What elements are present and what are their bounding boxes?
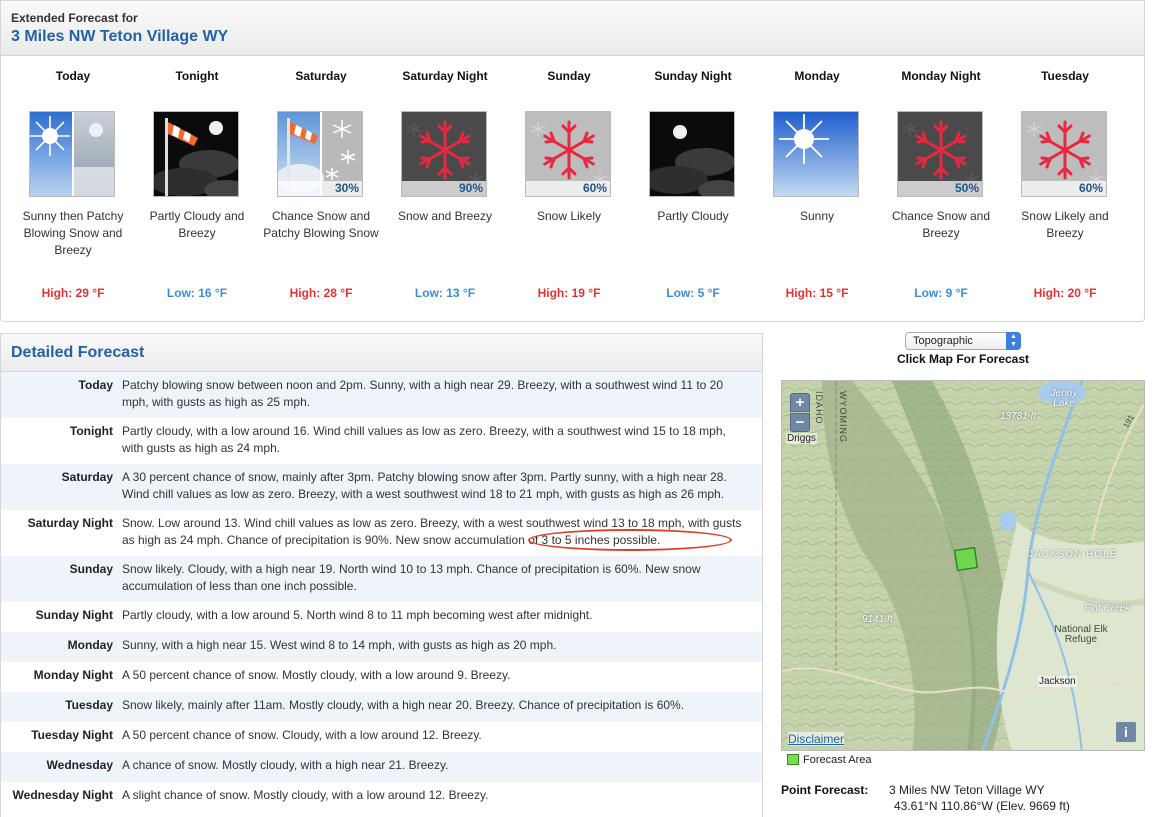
forecast-period-today[interactable] [11,56,135,322]
detail-row [1,692,762,722]
period-name: Today [55,69,91,83]
period-description: Snow Likely and Breezy [1021,209,1109,240]
period-temperature: Low: 13 °F [414,286,476,300]
detail-row [1,782,762,812]
detail-row-label: Today [78,378,113,392]
map-label-driggs: Driggs [787,433,816,444]
period-name: Saturday [295,69,347,83]
forecast-period-saturday[interactable] [259,56,383,322]
period-temperature: High: 19 °F [537,286,601,300]
zoom-out-button[interactable]: − [790,413,810,432]
period-temperature: High: 29 °F [41,286,105,300]
map-label-peak-9141: 9141 ft [862,614,893,625]
detail-row-text: Sunny, with a high near 15. West wind 8 to 14 mph, with gusts as high as 20 mph. [122,638,557,652]
period-temperature: High: 28 °F [289,286,353,300]
sunny-blowing-snow-icon [29,111,115,197]
detail-row-text: Patchy blowing snow between noon and 2pm. Sunny, with a high near 29. Breezy, with a southwest wind 11 to 20 mph, with gusts as high as 25 mph. [122,378,724,409]
period-name: Sunday [547,69,591,83]
detail-row-label: Sunday Night [35,608,113,622]
highlight-annotation [528,529,732,551]
period-name: Monday [794,69,840,83]
period-description: Snow Likely [536,209,602,223]
forecast-period-monday-night[interactable] [879,56,1003,322]
period-name: Monday Night [901,69,981,83]
windsock-snow-icon [277,111,363,197]
detail-row-text: Snow likely. Cloudy, with a high near 19. North wind 10 to 13 mph. Chance of precipitation is 60%. New snow accumulation of less than one inch possible. [122,562,701,593]
click-map-hint: Click Map For Forecast [896,352,1030,366]
period-temperature: Low: 9 °F [914,286,968,300]
detail-row-text: Partly cloudy, with a low around 16. Wind chill values as low as zero. Breezy, with a southwest wind 15 to 18 mph, with gusts as high as 24 mph. [122,424,726,455]
period-name: Sunday Night [654,69,732,83]
detail-row-label: Tonight [69,424,113,438]
period-description: Chance Snow and Breezy [891,209,991,240]
snowflake-icon [401,111,487,197]
period-temperature: High: 15 °F [785,286,849,300]
detail-row [1,556,762,602]
forecast-periods [11,56,1135,322]
snowflake-icon [897,111,983,197]
map-label-peak-13781: 13781 ft [1000,411,1037,422]
period-description: Snow and Breezy [397,209,493,223]
detail-row [1,722,762,752]
info-icon[interactable]: i [1116,722,1136,742]
map-type-value: Topographic [913,335,973,347]
detail-row-label: Saturday Night [27,516,113,530]
topographic-map-graphic [782,381,1145,751]
extended-forecast-header [1,1,1144,56]
forecast-map[interactable] [781,380,1145,751]
map-legend [787,754,871,766]
forecast-period-saturday-night[interactable] [383,56,507,322]
snowflake-icon [1021,111,1107,197]
detail-row [1,752,762,782]
detail-row [1,602,762,632]
zoom-in-button[interactable]: + [790,393,810,412]
forecast-period-tuesday[interactable] [1003,56,1127,322]
period-description: Chance Snow and Patchy Blowing Snow [263,209,379,240]
detail-row-text: A chance of snow. Mostly cloudy, with a high near 21. Breezy. [122,758,449,772]
map-disclaimer-link[interactable]: Disclaimer [788,732,845,746]
period-name: Saturday Night [402,69,488,83]
detail-row-label: Wednesday Night [12,788,113,802]
sun-icon [773,111,859,197]
detail-row-text: A 30 percent chance of snow, mainly after 3pm. Patchy blowing snow after 3pm. Partly sunny, with a high near 28. Wind chill values as low as zero. Breezy, with a west southwest wind 18 to 21 mph, with gusts as high as 26 mph. [122,470,727,501]
period-temperature: Low: 16 °F [166,286,228,300]
detail-row-label: Saturday [61,470,113,484]
detailed-forecast-panel [0,333,763,817]
detail-row-text: Snow likely, mainly after 11am. Mostly cloudy, with a high near 20. Breezy. Chance of precipitation is 60%. [122,698,685,712]
precip-chance: 30% [278,181,362,196]
detail-row-label: Monday [67,638,113,652]
detailed-forecast-title: Detailed Forecast [1,334,762,372]
detail-row-label: Tuesday [65,698,113,712]
windsock-night-icon [153,111,239,197]
period-description: Partly Cloudy [657,209,729,223]
detail-row [1,662,762,692]
moon-clouds-icon [649,111,735,197]
period-description: Sunny [799,209,835,223]
detail-row-label: Monday Night [33,668,113,682]
period-description: Partly Cloudy and Breezy [149,209,245,240]
extended-forecast-panel [0,0,1145,322]
detail-row [1,464,762,510]
period-temperature: Low: 5 °F [666,286,720,300]
forecast-period-monday[interactable] [755,56,879,322]
map-legend-label: Forecast Area [803,754,872,766]
detail-row-text: A 50 percent chance of snow. Mostly cloudy, with a low around 9. Breezy. [122,668,511,682]
detail-row-text: Partly cloudy, with a low around 5. North wind 8 to 11 mph becoming west after midnight. [122,608,593,622]
precip-chance: 60% [1022,181,1106,196]
map-label-jackson: Jackson [1039,676,1076,687]
forecast-period-sunday-night[interactable] [631,56,755,322]
point-forecast-label: Point Forecast: [781,783,869,797]
period-name: Tonight [175,69,219,83]
forecast-area-swatch [787,754,799,765]
detail-row [1,632,762,662]
updown-chevron-icon: ▲ ▼ [1006,332,1021,350]
detail-row-text: A slight chance of snow. Mostly cloudy, with a low around 12. Breezy. [122,788,489,802]
detail-row-text: A 50 percent chance of snow. Cloudy, with a low around 12. Breezy. [122,728,482,742]
detail-row [1,372,762,418]
map-label-wyoming: WYOMING [838,391,848,443]
period-temperature: High: 20 °F [1033,286,1097,300]
forecast-period-tonight[interactable] [135,56,259,322]
period-description: Sunny then Patchy Blowing Snow and Breezy [22,209,124,257]
precip-chance: 50% [898,181,982,196]
point-forecast-coordinates: 43.61°N 110.86°W (Elev. 9669 ft) [894,799,1070,813]
map-label-national-elk-refuge: National Elk Refuge [1054,624,1108,645]
map-label-idaho: IDAHO [814,391,824,425]
map-label-flat-creek: Flat Creek [1084,603,1131,614]
detail-row-label: Sunday [69,562,113,576]
extended-forecast-label: Extended Forecast for [11,11,138,25]
forecast-period-sunday[interactable] [507,56,631,322]
forecast-location-title: 3 Miles NW Teton Village WY [11,28,229,45]
map-label-jenny-lake: Jenny Lake [1050,388,1078,409]
detail-row [1,418,762,464]
precip-chance: 60% [526,181,610,196]
map-label-highway-191: 191 [1121,413,1136,430]
point-forecast-place: 3 Miles NW Teton Village WY [889,783,1045,797]
snowflake-icon [525,111,611,197]
map-label-jackson-hole: JACKSON HOLE [1028,549,1118,560]
detail-row-label: Wednesday [46,758,113,772]
detail-row-label: Tuesday Night [31,728,113,742]
period-name: Tuesday [1041,69,1089,83]
precip-chance: 90% [402,181,486,196]
map-type-select[interactable] [905,332,1021,350]
detail-row-text: Snow. Low around 13. Wind chill values as low as zero. Breezy, with a west southwest wind 13 to 18 mph, with gusts as high as 24 mph. Chance of precipitation is 90%. New snow accumulation of 3 to 5 inches possible. [122,516,742,547]
